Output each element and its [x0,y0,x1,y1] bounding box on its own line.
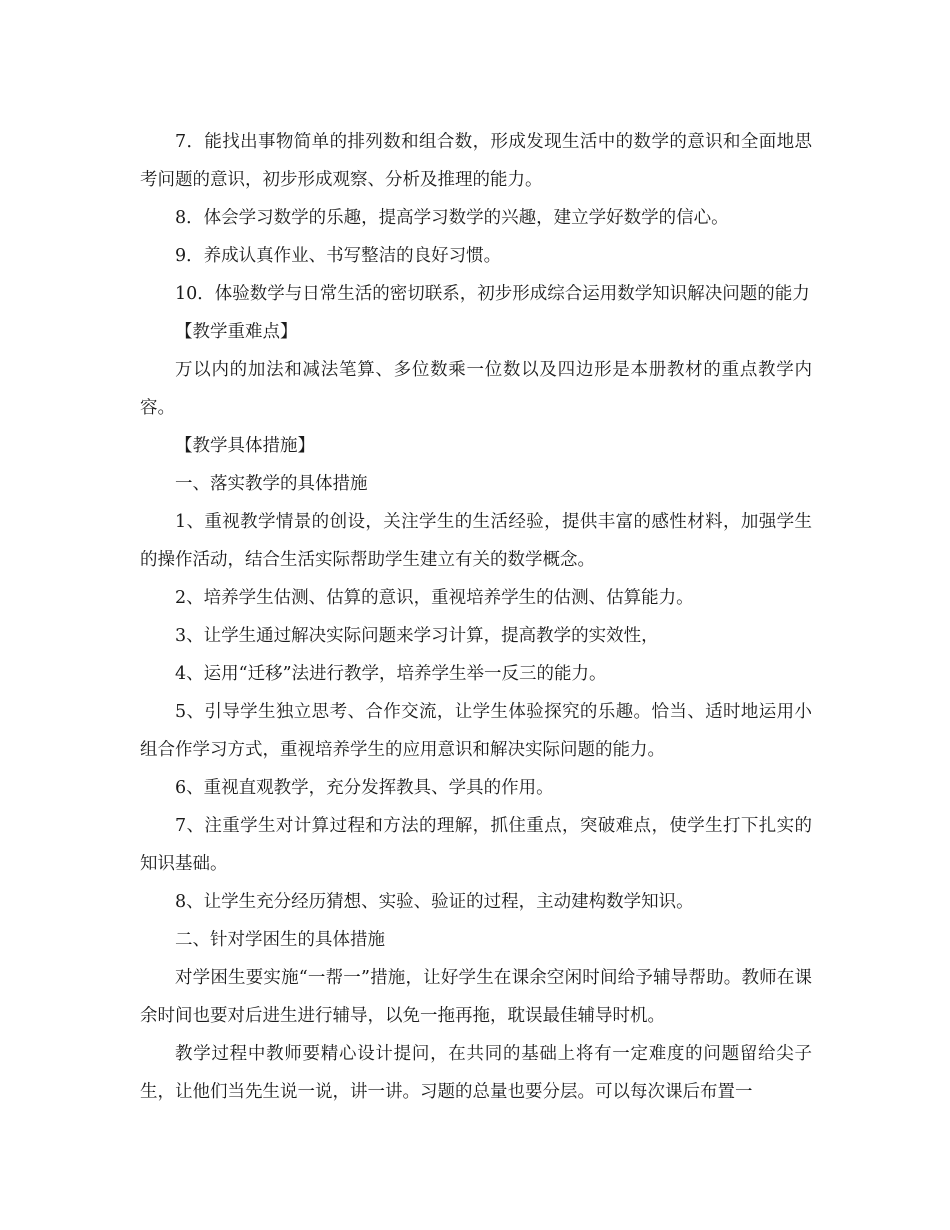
paragraph-measure-4: 4、运用“迁移”法进行教学，培养学生举一反三的能力。 [175,664,607,684]
paragraph-measure-3: 3、让学生通过解决实际问题来学习计算，提高教学的实效性， [175,626,659,646]
paragraph-measure-6: 6、重视直观教学，充分发挥教具、学具的作用。 [175,778,554,798]
paragraph-measure-8: 8、让学生充分经历猜想、实验、验证的过程，主动建构数学知识。 [175,892,694,912]
paragraph-measure-7: 7、注重学生对计算过程和方法的理解，抓住重点，突破难点，使学生打下扎实的知识基础。 [140,816,812,874]
paragraph-measure-5: 5、引导学生独立思考、合作交流，让学生体验探究的乐趣。恰当、适时地运用小组合作学习方式，重视培养学生的应用意识和解决实际问题的能力。 [140,702,812,760]
paragraph-measure-1: 1、重视教学情景的创设，关注学生的生活经验，提供丰富的感性材料，加强学生的操作活动，结合生活实际帮助学生建立有关的数学概念。 [140,512,812,570]
paragraph-objective-8: 8．体会学习数学的乐趣，提高学习数学的兴趣，建立学好数学的信心。 [175,208,729,228]
section-heading-measures: 【教学具体措施】 [175,436,315,456]
paragraph-objective-9: 9．养成认真作业、书写整洁的良好习惯。 [175,246,502,266]
subheading-struggling-students: 二、针对学困生的具体措施 [175,930,385,950]
paragraph-objective-7: 7．能找出事物简单的排列数和组合数，形成发现生活中的数学的意识和全面地思考问题的意识，初步形成观察、分析及推理的能力。 [140,132,812,190]
subheading-teaching-measures: 一、落实教学的具体措施 [175,474,368,494]
paragraph-key-points: 万以内的加法和减法笔算、多位数乘一位数以及四边形是本册教材的重点教学内容。 [140,360,812,418]
section-heading-key-points: 【教学重难点】 [175,322,298,342]
paragraph-struggling-2: 教学过程中教师要精心设计提问，在共同的基础上将有一定难度的问题留给尖子生，让他们当先生说一说，讲一讲。习题的总量也要分层。可以每次课后布置一 [140,1044,812,1102]
document-body [140,123,812,1111]
paragraph-measure-2: 2、培养学生估测、估算的意识，重视培养学生的估测、估算能力。 [175,588,694,608]
paragraph-struggling-1: 对学困生要实施“一帮一”措施，让好学生在课余空闲时间给予辅导帮助。教师在课余时间也要对后进生进行辅导，以免一拖再拖，耽误最佳辅导时机。 [140,968,812,1026]
paragraph-objective-10: 10．体验数学与日常生活的密切联系，初步形成综合运用数学知识解决问题的能力 [175,284,810,304]
